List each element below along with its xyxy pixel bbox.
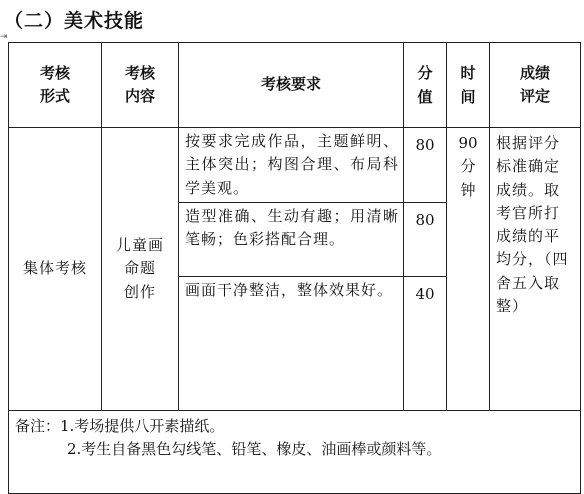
- time-cell: [447, 128, 490, 411]
- header-score-line1: 分: [417, 64, 433, 82]
- time-line2: 分: [460, 157, 476, 176]
- header-evaluation-line1: 成绩: [519, 63, 550, 82]
- score-3: 40: [404, 276, 447, 410]
- header-row: [9, 43, 581, 128]
- assessment-table: [8, 42, 581, 494]
- requirement-2: 造型准确、生动有趣；用清晰笔畅；色彩搭配合理。: [179, 202, 404, 276]
- header-evaluation: [490, 43, 581, 128]
- content-line3: 创作: [123, 282, 156, 301]
- header-content-line2: 内容: [124, 87, 155, 105]
- time-line1: 90: [458, 134, 478, 152]
- score-2: 80: [404, 202, 447, 276]
- notes-line2: 2.考生自备黑色勾线笔、铅笔、橡皮、油画棒或颜料等。: [67, 440, 442, 458]
- header-requirements: 考核要求: [179, 43, 404, 128]
- evaluation-cell: 根据评分标准确定成绩。取考官所打成绩的平均分，（四舍五入取整）: [490, 128, 581, 411]
- assessment-content-cell: [102, 128, 179, 411]
- section-title: （二）美术技能: [4, 10, 145, 32]
- header-form-line1: 考核: [39, 63, 70, 82]
- header-score-line2: 值: [417, 88, 433, 106]
- content-line2: 命题: [123, 259, 156, 278]
- header-form-line2: 形式: [39, 87, 70, 105]
- table-row: [9, 128, 581, 203]
- header-time: [447, 43, 490, 128]
- content-line1: 儿童画: [115, 236, 164, 254]
- header-evaluation-line2: 评定: [519, 87, 550, 105]
- header-form: [9, 43, 102, 128]
- header-time-line2: 间: [460, 88, 476, 106]
- assessment-form-cell: 集体考核: [9, 128, 102, 411]
- score-1: 80: [404, 128, 447, 203]
- time-line3: 钟: [460, 180, 476, 199]
- notes-cell: [9, 410, 581, 493]
- header-time-line1: 时: [460, 64, 476, 82]
- table-anchor-icon: ⇥: [0, 32, 8, 42]
- header-content-line1: 考核: [124, 63, 155, 82]
- header-score: [404, 43, 447, 128]
- notes-line1: 备注：1.考场提供八开素描纸。: [15, 416, 225, 435]
- requirement-3: 画面干净整洁，整体效果好。: [179, 276, 404, 410]
- requirement-1: 按要求完成作品，主题鲜明、主体突出；构图合理、布局科学美观。: [179, 128, 404, 203]
- notes-row: [9, 410, 581, 493]
- header-content: [102, 43, 179, 128]
